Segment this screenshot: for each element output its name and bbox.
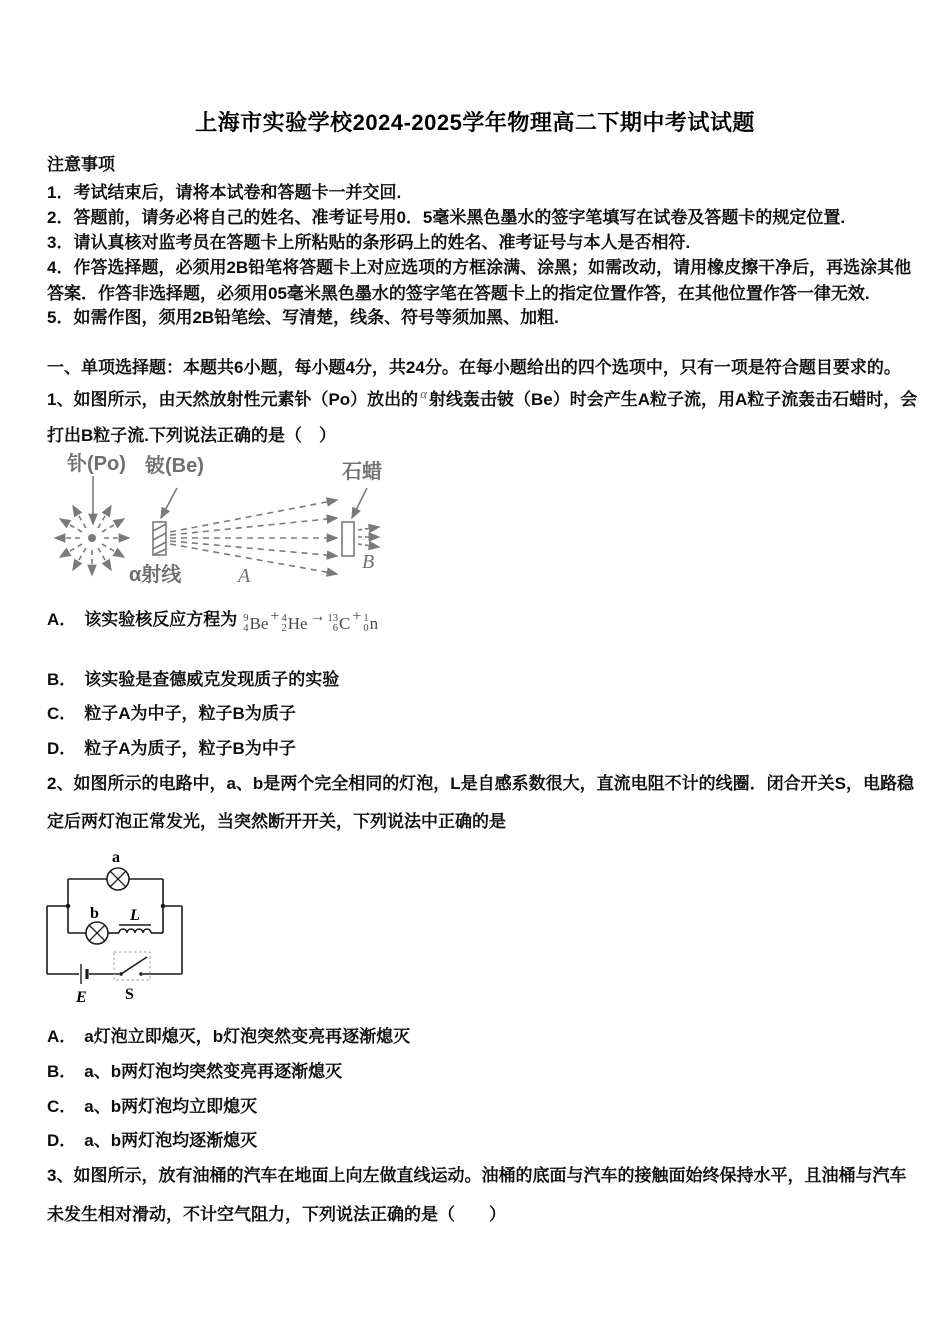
q2-stem: 2、如图所示的电路中，a、b是两个完全相同的灯泡，L是自感系数很大，直流电阻不计的线圈．闭合开关S，电路稳定后两灯泡正常发光，当突然断开开关，下列说法中正确的是 xyxy=(47,774,915,831)
notice-item-4: 4．作答选择题，必须用2B铅笔将答题卡上对应选项的方框涂满、涂黑；如需改动，请用橡皮擦干净后，再选涂其他答案．作答非选择题，必须用05毫米黑色墨水的签字笔在答题卡上的指定位置作答，在其他位置作答一律无效. xyxy=(47,258,912,303)
be-pointer-arrow xyxy=(161,488,177,518)
alpha-symbol: α xyxy=(420,386,428,401)
q1-experiment-figure xyxy=(45,448,445,598)
bulb-b-label: b xyxy=(90,905,99,922)
q1-stem-part2: 射线轰击铍（Be）时会产生A粒子流，用A粒子流轰击石蜡时，会打出B粒子流.下列说法正确的是（ ） xyxy=(47,390,918,445)
paraffin-label: 石蜡 xyxy=(342,461,382,483)
q2-option-c: C． a、b两灯泡均立即熄灭 xyxy=(47,1097,258,1116)
exam-title: 上海市实验学校2024-2025学年物理高二下期中考试试题 xyxy=(195,110,755,135)
q2-option-d: D． a、b两灯泡均逐渐熄灭 xyxy=(47,1131,258,1150)
notice-item-3: 3．请认真核对监考员在答题卡上所粘贴的条形码上的姓名、准考证号与本人是否相符. xyxy=(47,233,691,252)
q1-option-d: D． 粒子A为质子，粒子B为中子 xyxy=(47,739,296,758)
notice-heading: 注意事项 xyxy=(47,155,115,174)
q3-stem: 3、如图所示，放有油桶的汽车在地面上向左做直线运动。油桶的底面与汽车的接触面始终保持水平，且油桶与汽车未发生相对滑动，不计空气阻力，下列说法正确的是（ ） xyxy=(47,1166,907,1224)
stream-a-label: A xyxy=(238,565,251,587)
q2-option-a: A． a灯泡立即熄灭，b灯泡突然变亮再逐渐熄灭 xyxy=(47,1027,411,1046)
b-particle-stream xyxy=(358,527,379,547)
q1-option-c: C． 粒子A为中子，粒子B为质子 xyxy=(47,704,296,723)
q1-stem-part1: 1、如图所示，由天然放射性元素钋（Po）放出的 xyxy=(47,390,419,409)
notice-item-2: 2．答题前，请务必将自己的姓名、准考证号用0．5毫米黑色墨水的签字笔填写在试卷及答题卡的规定位置. xyxy=(47,208,846,227)
q1-option-a-text: 该实验核反应方程为 xyxy=(84,610,238,629)
switch-label: S xyxy=(125,986,134,1003)
inductor-coil-icon xyxy=(119,925,151,933)
section1-heading: 一、单项选择题：本题共6小题，每小题4分，共24分。在每小题给出的四个选项中，只有一项是符合题目要求的。 xyxy=(47,358,901,377)
battery-label: E xyxy=(76,989,87,1006)
q1-option-b: B． 该实验是查德威克发现质子的实验 xyxy=(47,670,340,689)
q1-stem xyxy=(47,376,919,454)
q2-circuit-figure xyxy=(45,846,235,1008)
beryllium-target xyxy=(153,522,166,555)
q2-option-b: B． a、b两灯泡均突然变亮再逐渐熄灭 xyxy=(47,1062,343,1081)
radiation-source-icon xyxy=(55,506,129,575)
notice-item-5: 5．如需作图，须用2B铅笔绘、写清楚，线条、符号等须加黑、加粗. xyxy=(47,308,559,327)
bulb-a-icon xyxy=(107,868,129,890)
q1-option-a-label: A． xyxy=(47,610,77,629)
bulb-a-label: a xyxy=(112,849,120,866)
inductor-label: L xyxy=(130,907,140,924)
q1-nuclear-equation: 9 4 Be + 4 2 He → 13 6 C + 1 0 n xyxy=(243,608,379,634)
switch-symbol xyxy=(114,952,150,980)
a-particle-stream xyxy=(170,500,337,574)
q1-option-a xyxy=(47,605,378,634)
notice-item-1: 1．考试结束后，请将本试卷和答题卡一并交回. xyxy=(47,183,402,202)
bulb-b-icon xyxy=(86,922,108,944)
po-label: 钋(Po) xyxy=(67,453,126,475)
be-label: 铍(Be) xyxy=(145,455,204,477)
stream-b-label: B xyxy=(362,551,375,573)
paraffin-pointer-arrow xyxy=(352,488,367,518)
alpha-ray-label: α射线 xyxy=(129,564,182,586)
battery-symbol xyxy=(81,964,87,984)
paraffin-block xyxy=(342,522,354,556)
